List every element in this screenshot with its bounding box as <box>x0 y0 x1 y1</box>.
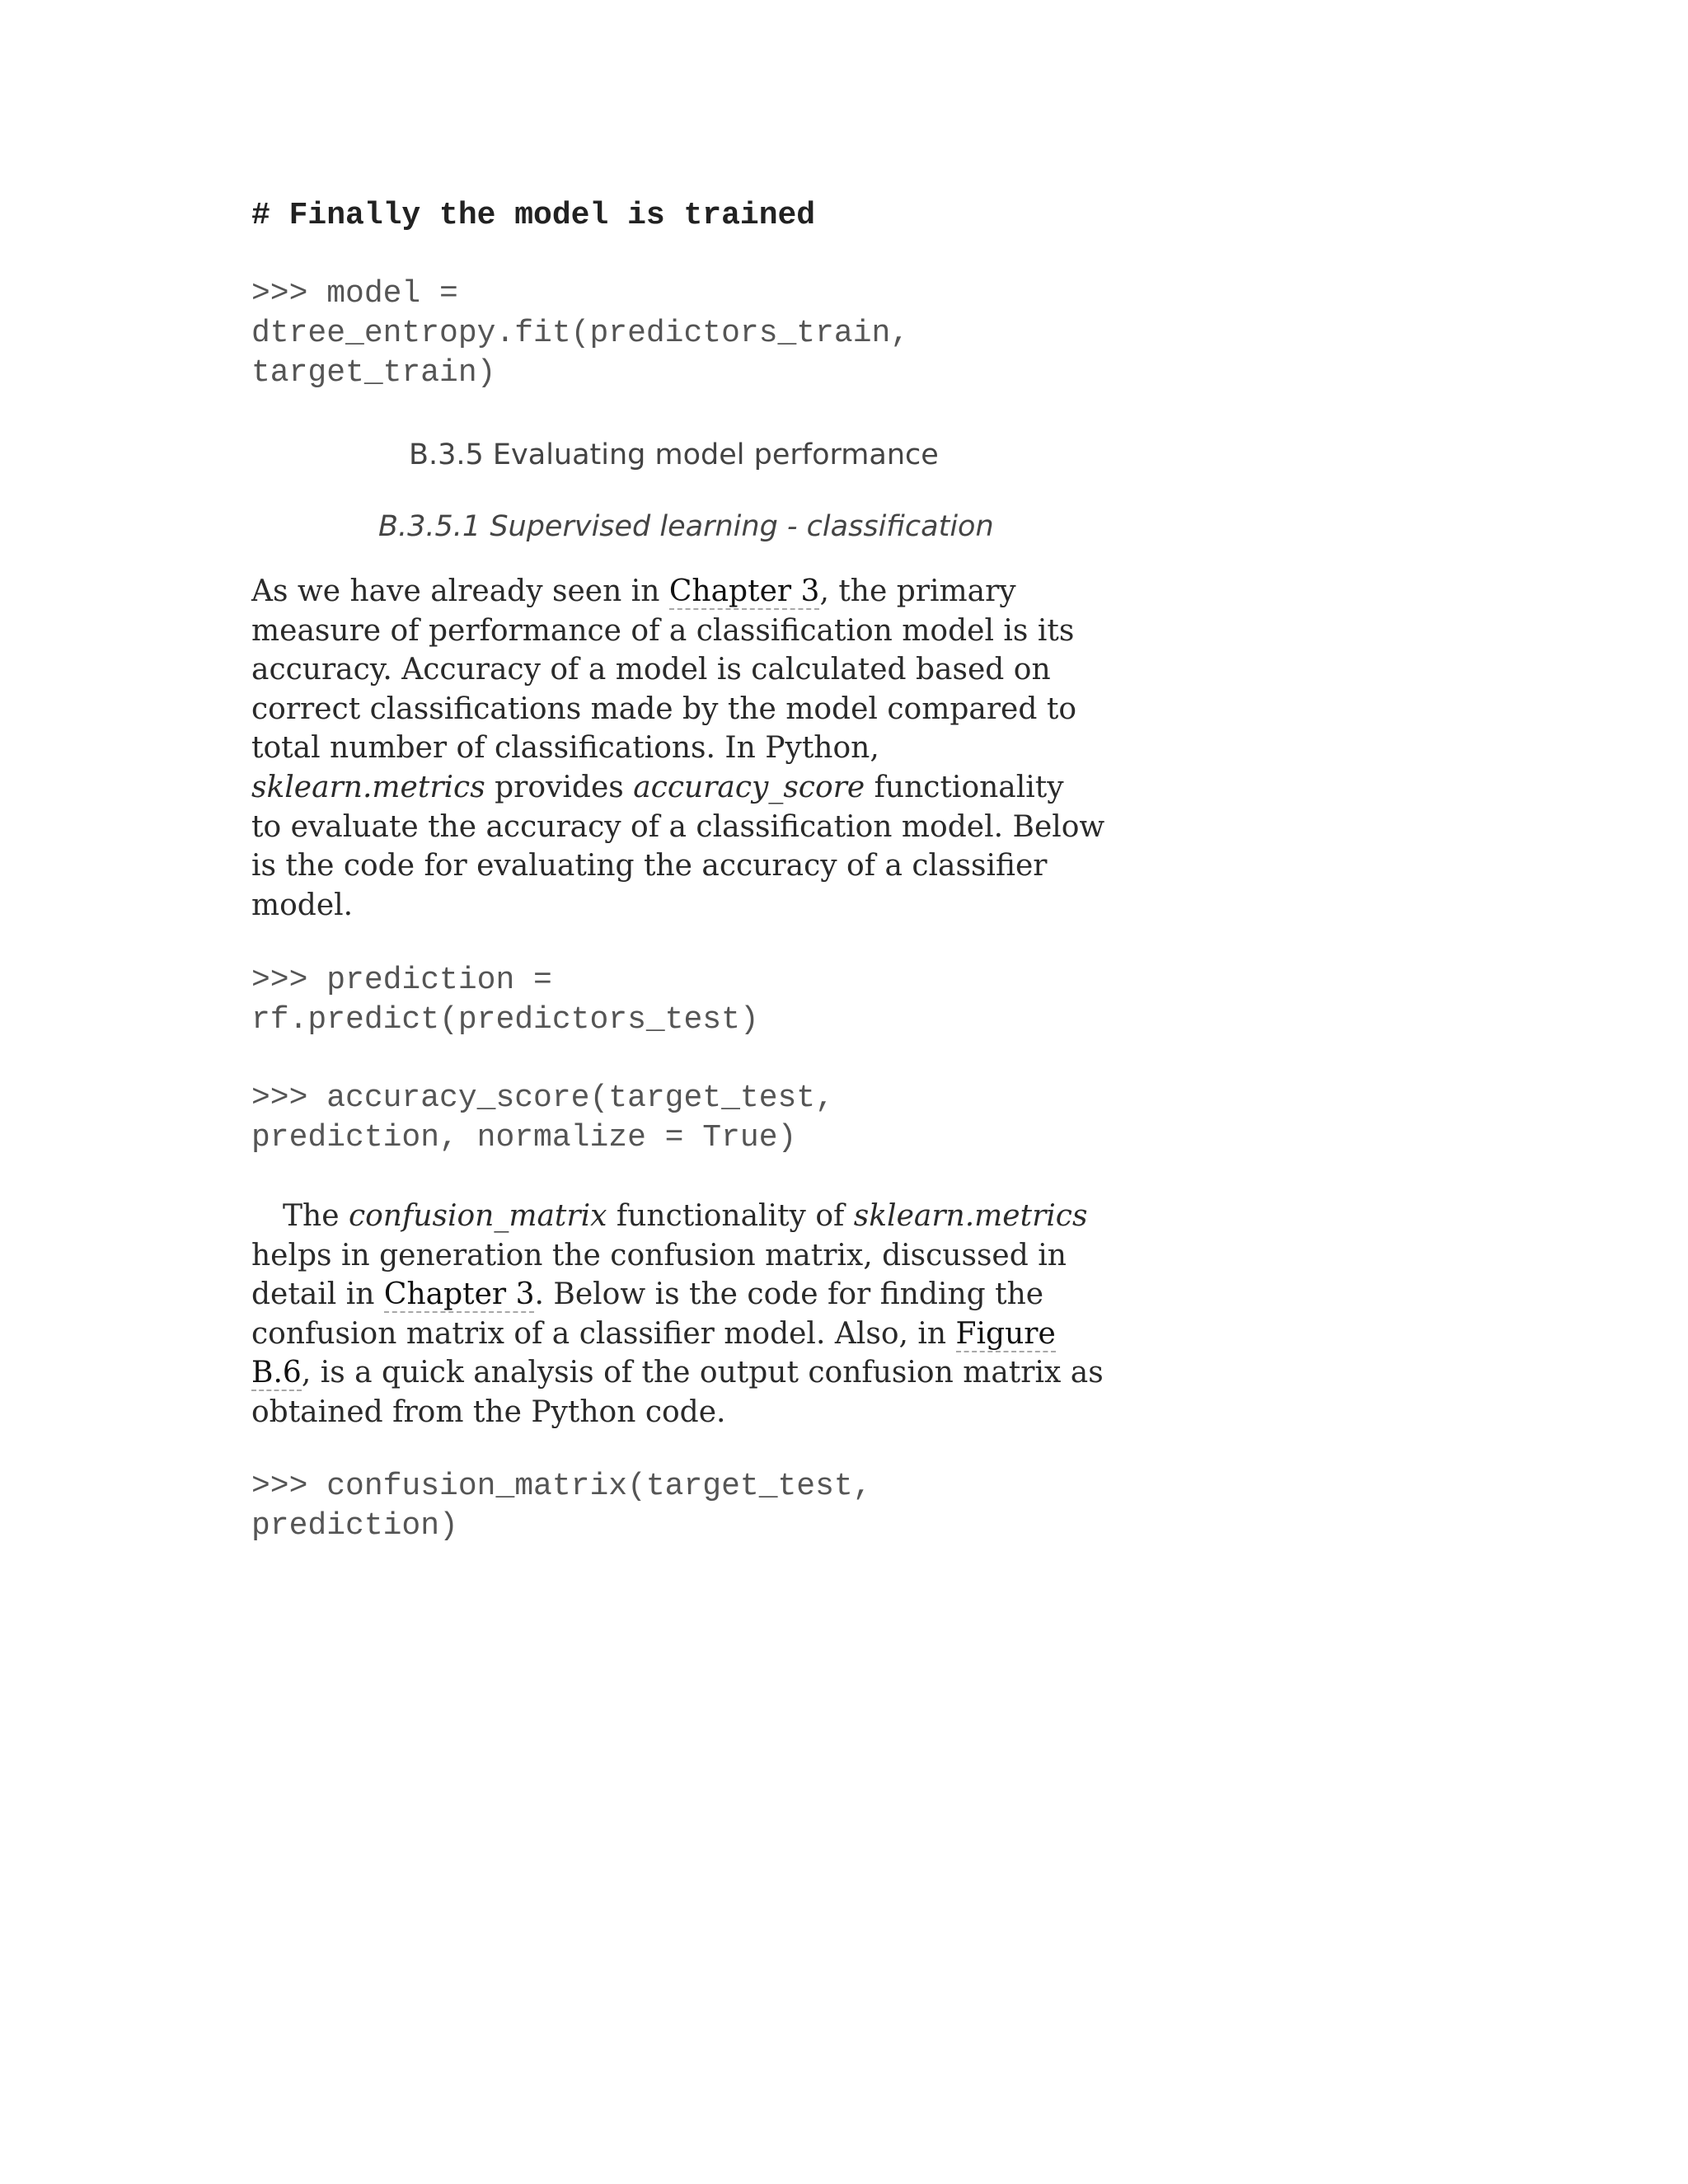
text-run: functionality of <box>607 1199 854 1233</box>
code-line: dtree_entropy.fit(predictors_train, <box>251 316 910 351</box>
paragraph-line: to evaluate the accuracy of a classification model. Below <box>251 809 1105 844</box>
code-line: prediction, normalize = True) <box>251 1120 797 1155</box>
figure-b6-link[interactable]: B.6 <box>251 1356 302 1390</box>
code-confusion-block <box>251 1467 1076 1546</box>
body-paragraph-confusion-matrix <box>251 1197 1104 1432</box>
paragraph-line: is the code for evaluating the accuracy of a classifier <box>251 849 1048 883</box>
code-fit-block <box>251 274 1076 393</box>
text-run: As we have already seen in <box>251 574 669 608</box>
code-line: target_train) <box>251 355 496 391</box>
paragraph-line: total number of classifications. In Python, <box>251 731 879 766</box>
code-comment-line: # Finally the model is trained <box>251 198 816 233</box>
paragraph-line <box>251 768 1064 808</box>
code-predict-block <box>251 961 1076 1040</box>
text-run: functionality <box>865 770 1064 804</box>
paragraph-line <box>251 1315 1056 1354</box>
text-run: provides <box>485 770 634 804</box>
term-accuracy-score: accuracy_score <box>633 770 865 804</box>
code-comment-block <box>251 196 1076 236</box>
paragraph-line: obtained from the Python code. <box>251 1394 726 1429</box>
text-run: confusion matrix of a classifier model. Also, in <box>251 1316 956 1351</box>
section-heading: B.3.5 Evaluating model performance <box>409 438 939 471</box>
paragraph-line <box>251 572 1043 612</box>
term-sklearn-metrics: sklearn.metrics <box>251 770 485 804</box>
code-accuracy-block <box>251 1079 1076 1158</box>
code-line: rf.predict(predictors_test) <box>251 1002 759 1038</box>
code-line: prediction) <box>251 1508 458 1544</box>
code-line: >>> model = <box>251 276 458 312</box>
paragraph-line <box>251 1353 1104 1393</box>
code-line: >>> accuracy_score(target_test, <box>251 1080 834 1116</box>
chapter-3-link[interactable]: Chapter 3 <box>383 1277 535 1312</box>
figure-b6-link[interactable]: Figure <box>955 1316 1056 1351</box>
paragraph-line: measure of performance of a classification model is its <box>251 613 1075 648</box>
text-run: . Below is the code for finding the <box>534 1277 1044 1312</box>
paragraph-line: accuracy. Accuracy of a model is calculated based on <box>251 653 1051 687</box>
text-run: The <box>283 1199 349 1233</box>
term-sklearn-metrics: sklearn.metrics <box>853 1199 1088 1233</box>
paragraph-line: correct classifications made by the model compared to <box>251 691 1076 726</box>
text-run: detail in <box>251 1277 384 1312</box>
subsection-heading: B.3.5.1 Supervised learning - classification <box>378 510 994 543</box>
code-line: >>> prediction = <box>251 963 552 998</box>
paragraph-line <box>251 1275 1043 1315</box>
paragraph-line <box>251 1197 1088 1236</box>
body-paragraph-accuracy <box>251 572 1105 925</box>
text-run: , the primary <box>819 574 1016 608</box>
text-run: , is a quick analysis of the output confusion matrix as <box>301 1356 1104 1390</box>
paragraph-line: helps in generation the confusion matrix, discussed in <box>251 1238 1067 1272</box>
term-confusion-matrix: confusion_matrix <box>348 1199 607 1233</box>
chapter-3-link[interactable]: Chapter 3 <box>668 574 820 608</box>
paragraph-line: model. <box>251 888 354 922</box>
code-line: >>> confusion_matrix(target_test, <box>251 1469 872 1504</box>
